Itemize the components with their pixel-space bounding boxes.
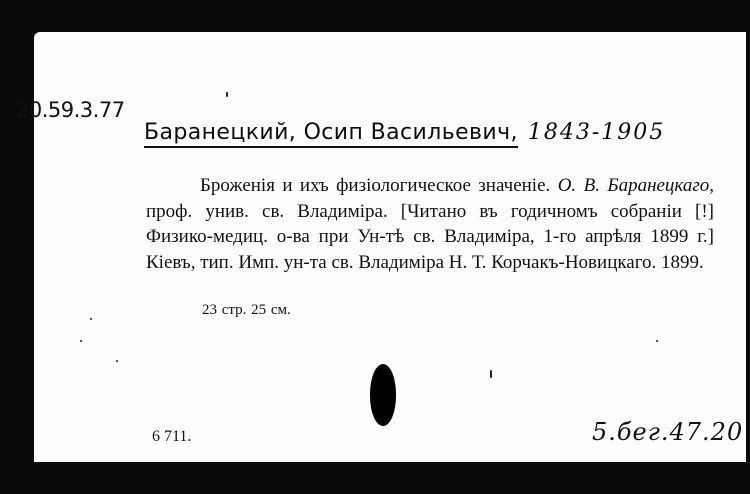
ink-blot [370, 364, 396, 426]
author-dates: 1843-1905 [527, 120, 666, 145]
dust-speck [490, 370, 492, 378]
call-number: 6 711. [152, 428, 192, 445]
shelf-mark: 5.бег.47.20 [592, 418, 744, 446]
dust-speck [656, 340, 658, 342]
author-name: Баранецкий, Осип Васильевич, [144, 120, 518, 148]
imprint: Кіевъ, тип. Имп. ун-та св. Владиміра Н. Т. Корчакъ-Новицкаго. 1899. [146, 251, 704, 273]
work-title: Броженія и ихъ физіологическое значеніе. [200, 175, 551, 196]
dust-speck [90, 318, 92, 320]
dust-speck [116, 360, 118, 362]
dust-speck [80, 340, 82, 342]
dust-speck [226, 92, 228, 97]
bracketed-note: [Читано въ годичномъ собраніи [!] Физико-медиц. о-ва при Ун-тѣ св. Владиміра, 1-го апрѣля 1899 г.] [146, 200, 714, 247]
physical-description: 23 стр. 25 см. [202, 302, 291, 318]
statement-of-responsibility: О. В. Баранецкаго, [557, 175, 714, 196]
bibliographic-description [146, 173, 714, 275]
inventory-number: 20.59.3.77 [16, 98, 125, 122]
card-heading [144, 120, 665, 145]
author-position: проф. унив. св. Владиміра. [146, 200, 401, 222]
